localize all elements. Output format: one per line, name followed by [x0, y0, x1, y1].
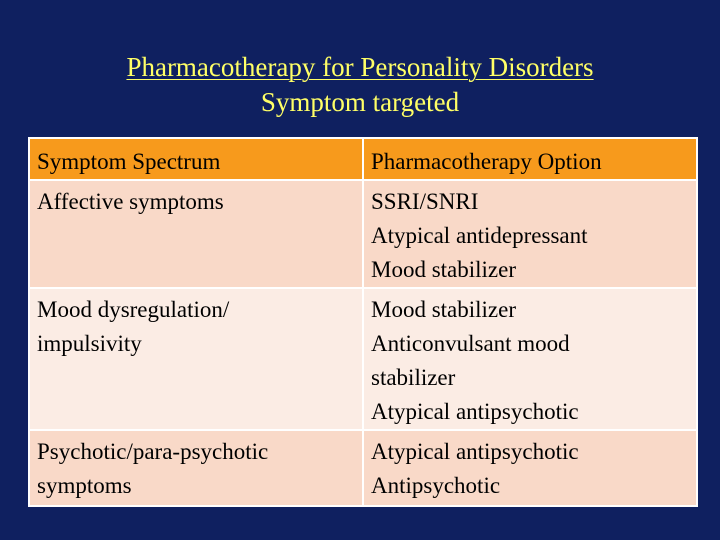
- table-header-row: [29, 138, 697, 180]
- header-pharmacotherapy-option: Pharmacotherapy Option: [363, 138, 697, 180]
- option-text: Atypical antidepressant: [371, 223, 588, 248]
- option-text: Atypical antipsychotic: [371, 439, 579, 464]
- symptom-cell: [29, 288, 363, 430]
- option-cell: [363, 430, 697, 506]
- symptom-text: Psychotic/para-psychotic: [37, 439, 269, 464]
- option-cell: [363, 180, 697, 288]
- option-text: SSRI/SNRI: [371, 189, 479, 214]
- table-row: [29, 288, 697, 430]
- option-text: Anticonvulsant mood: [371, 331, 570, 356]
- symptom-cell: [29, 180, 363, 288]
- option-text: Mood stabilizer: [371, 297, 516, 322]
- header-symptom-spectrum: Symptom Spectrum: [29, 138, 363, 180]
- symptom-cell: [29, 430, 363, 506]
- slide-title: [0, 50, 720, 120]
- table-row: [29, 430, 697, 506]
- symptom-text: symptoms: [37, 473, 132, 498]
- option-text: Mood stabilizer: [371, 257, 516, 282]
- option-text: Antipsychotic: [371, 473, 501, 498]
- option-text: stabilizer: [371, 365, 456, 390]
- slide-subtitle: Symptom targeted: [260, 87, 460, 117]
- symptom-text: impulsivity: [37, 331, 142, 356]
- option-cell: [363, 288, 697, 430]
- symptom-text: Affective symptoms: [37, 189, 224, 214]
- symptom-text: Mood dysregulation/: [37, 297, 230, 322]
- slide-title-main: Pharmacotherapy for Personality Disorders: [126, 52, 594, 82]
- table-row: [29, 180, 697, 288]
- option-text: Atypical antipsychotic: [371, 399, 579, 424]
- pharmacotherapy-table: [28, 137, 698, 507]
